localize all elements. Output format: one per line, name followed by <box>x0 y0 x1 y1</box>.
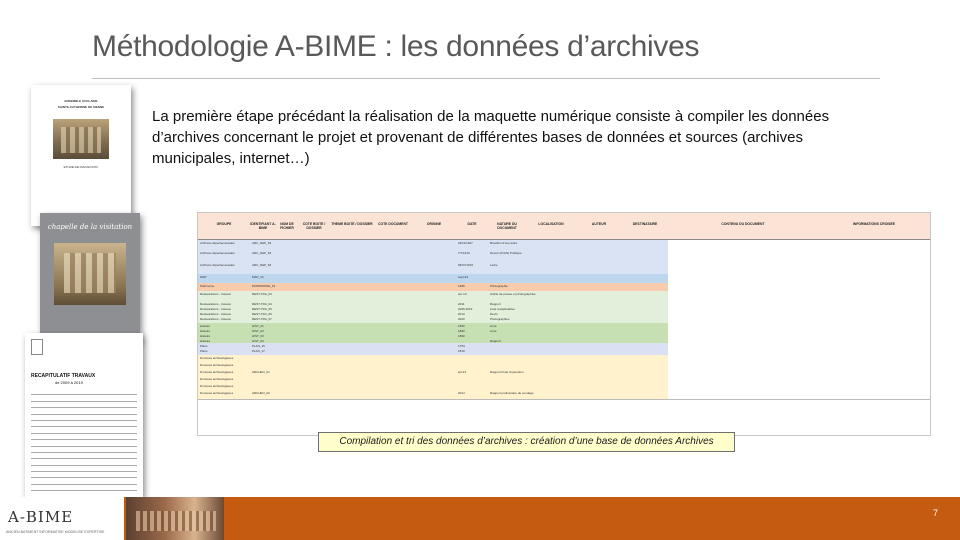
table-cell: MAP <box>200 275 207 279</box>
brand-logo-text: A-BIME <box>8 508 74 526</box>
table-cell: Plans <box>200 344 208 348</box>
footer-building-image <box>126 497 224 540</box>
table-cell: Histoire <box>200 329 211 333</box>
table-row <box>198 390 930 400</box>
doc3-title: RECAPITULATIF TRAVAUX <box>31 373 96 379</box>
table-cell: Restaurations - travaux <box>200 317 232 321</box>
table-cell: 2006-2019 <box>458 307 473 311</box>
table-cell: Décret (P.AIN) Publique <box>490 251 522 255</box>
column-header: IDENTIFIANT A-BIME <box>250 222 276 230</box>
archives-spreadsheet <box>197 212 931 436</box>
column-header: THEME BOITE / DOSSIER <box>331 222 373 226</box>
doc2-title: chapelle de la visitation <box>47 223 133 231</box>
column-header: GROUPE <box>216 222 232 226</box>
doc1-line-1: ENSEMBLE SCOLAIRE <box>64 99 98 103</box>
table-cell: Brouillon d'une lettre <box>490 241 518 245</box>
table-cell: 1754 <box>458 344 465 348</box>
table-cell: Archives départementales <box>200 241 235 245</box>
table-cell: 09/07/1915 <box>458 263 474 267</box>
table-cell: sept-94 <box>458 275 469 279</box>
table-cell: Devis <box>490 312 498 316</box>
table-cell: Données archéologiques <box>200 384 234 388</box>
column-header: NOM DE FICHIER <box>280 222 294 230</box>
doc3-subtitle: de 2009 à 2019 <box>55 380 83 385</box>
column-header: DESTINATAIRE <box>632 222 658 226</box>
table-cell: Restaurations - travaux <box>200 307 232 311</box>
table-cell: Article de presse et photographies <box>490 292 536 296</box>
title-divider <box>92 78 880 79</box>
table-cell: ARCHEO_02 <box>252 391 270 395</box>
table-cell: Lettre <box>490 263 498 267</box>
table-cell: REST-TRA_07 <box>252 317 272 321</box>
table-cell: ARC_DEP_63 <box>252 263 272 267</box>
column-header: COTE BOITE / DOSSIER <box>302 222 326 230</box>
table-cell: Livre <box>490 324 497 328</box>
table-cell: Patrimoine <box>200 284 215 288</box>
table-cell: HIST_02 <box>252 329 264 333</box>
page-number: 7 <box>932 508 938 518</box>
brand-tagline: ANCIEN BATIMENT INFORMATISE MODELISE EXPERTISE <box>6 530 105 534</box>
doc3-table <box>31 389 137 497</box>
table-cell: Rapport préliminaire de sondage <box>490 391 534 395</box>
table-cell: 2020 <box>458 317 465 321</box>
table-cell: ARCHEO_01 <box>252 370 270 374</box>
table-cell: Plans <box>200 349 208 353</box>
table-cell: ARC_DEP_63 <box>252 241 272 245</box>
table-cell: PATRIMOINE_15 <box>252 284 276 288</box>
table-cell: 2011 <box>458 302 465 306</box>
spreadsheet-caption: Compilation et tri des données d’archives : création d’une base de données Archives <box>318 432 735 452</box>
table-cell: ARC_DEP_63 <box>252 251 272 255</box>
table-cell: Données archéologiques <box>200 370 234 374</box>
table-cell: 1890 <box>458 329 465 333</box>
table-cell: REST-TRA_03 <box>252 292 272 296</box>
table-cell: Restaurations - travaux <box>200 312 232 316</box>
table-cell: Archives départementales <box>200 263 235 267</box>
table-cell: Photographie <box>490 284 508 288</box>
table-cell: HIST_03 <box>252 334 264 338</box>
table-cell: 2013 <box>458 312 465 316</box>
table-cell: Rapport Final d'opération <box>490 370 524 374</box>
table-cell: PLAN_17 <box>252 349 265 353</box>
intro-paragraph: La première étape précédant la réalisation de la maquette numérique consiste à compiler les données d’archives concernant le projet et provenant de différentes bases de données et sources (archives municipales, internet…) <box>152 108 830 167</box>
table-cell: Liste récapitulative <box>490 307 515 311</box>
table-cell: Histoire <box>200 339 211 343</box>
document-thumbnail-recapitulatif <box>25 333 143 497</box>
table-cell: Rapport <box>490 339 501 343</box>
table-cell: Rapport <box>490 302 501 306</box>
table-cell: PLAN_16 <box>252 344 265 348</box>
table-cell: Données archéologiques <box>200 363 234 367</box>
column-header: INFORMATIONS CROISEE <box>852 222 896 226</box>
table-cell: 7/7/1919 <box>458 251 470 255</box>
column-header: AUTEUR <box>591 222 607 226</box>
chapel-photo <box>54 243 126 305</box>
table-cell: REST-TRA_05 <box>252 307 272 311</box>
spreadsheet-header <box>198 213 930 240</box>
table-cell: 1989 <box>458 284 465 288</box>
table-cell: Données archéologiques <box>200 391 234 395</box>
table-cell: REST-TRA_06 <box>252 312 272 316</box>
document-thumbnail-diagnostic <box>31 85 131 226</box>
table-cell: Livre <box>490 329 497 333</box>
table-cell: Histoire <box>200 324 211 328</box>
table-cell: Données archéologiques <box>200 356 234 360</box>
page-title: Méthodologie A-BIME : les données d’archives <box>92 30 700 63</box>
table-cell: juil-13 <box>458 370 467 374</box>
table-cell: 1819 <box>458 349 465 353</box>
column-header: CONTENU DU DOCUMENT <box>721 222 765 226</box>
table-cell: 1890 <box>458 324 465 328</box>
doc1-line-3: ETUDE DE DIAGNOSTIC <box>63 165 99 169</box>
table-cell: Restaurations - travaux <box>200 292 232 296</box>
table-cell: Histoire <box>200 334 211 338</box>
table-cell: HIST_04 <box>252 339 264 343</box>
table-cell: MAP_16 <box>252 275 264 279</box>
table-cell: avr-13 <box>458 292 467 296</box>
table-cell: 2014 <box>458 391 465 395</box>
column-header: ORIGINE <box>426 222 442 226</box>
table-cell: 1890 <box>458 334 465 338</box>
school-logo <box>31 339 43 355</box>
column-header: DATE <box>467 222 477 226</box>
column-header: LOCALISATION <box>538 222 564 226</box>
table-cell: REST-TRA_04 <box>252 302 272 306</box>
document-thumbnail-chapelle <box>40 213 140 343</box>
table-cell: Restaurations - travaux <box>200 302 232 306</box>
table-cell: 29/11/1927 <box>458 241 473 245</box>
table-cell: HIST_01 <box>252 324 264 328</box>
doc1-line-2: SAINTE-CATHERINE DE SIENNE <box>57 105 105 109</box>
table-cell: Photographies <box>490 317 510 321</box>
table-cell: Données archéologiques <box>200 377 234 381</box>
table-cell: Archives départementales <box>200 251 235 255</box>
column-header: COTE DOCUMENT <box>378 222 408 226</box>
column-header: NATURE DU DOCUMENT <box>497 222 517 230</box>
building-photo <box>53 119 109 159</box>
